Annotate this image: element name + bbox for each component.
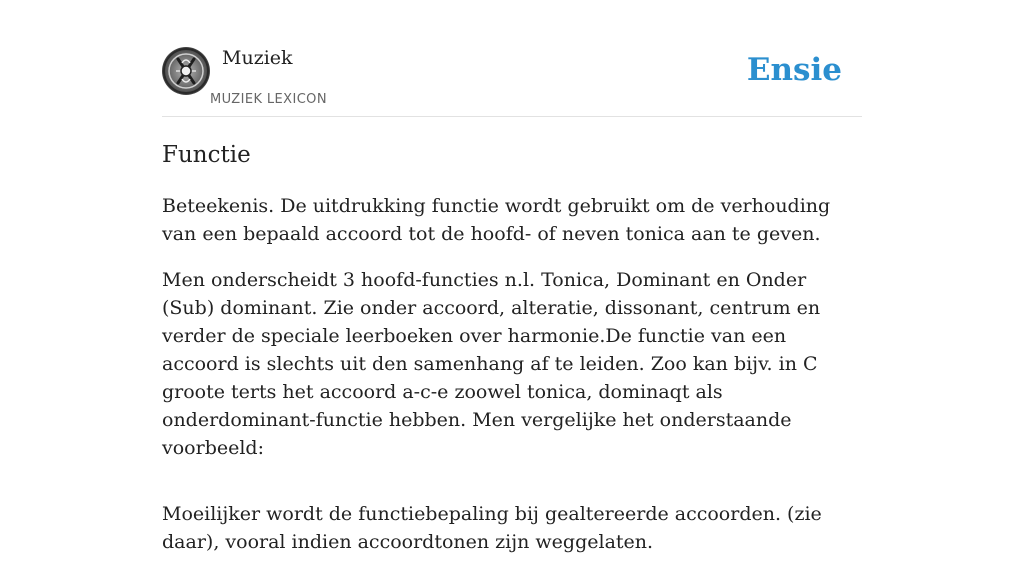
article-paragraph: Moeilijker wordt de functiebepaling bij gealtereerde accoorden. (zie daar), vooral indien accoordtonen zijn weggelaten. (162, 503, 822, 553)
brand-logo[interactable]: Ensie (746, 52, 842, 88)
source-subtitle[interactable]: MUZIEK LEXICON (210, 92, 327, 107)
music-emblem-icon (162, 47, 210, 95)
article-title: Functie (162, 142, 251, 168)
article-paragraph: Men onderscheidt 3 hoofd-functies n.l. Tonica, Dominant en Onder (Sub) dominant. Zie onder accoord, alteratie, dissonant, centrum en verder de speciale leerboeken over harmonie.De functie van een accoord is slechts uit den samenhang af te leiden. Zoo kan bijv. in C groote terts het accoord a-c-e zoowel tonica, dominaqt als onderdominant-functie hebben. Men vergelijke het onderstaande voorbeeld: (162, 269, 821, 459)
source-name[interactable]: Muziek (222, 47, 293, 69)
article-paragraph: Beteekenis. De uitdrukking functie wordt gebruikt om de verhouding van een bepaald accoord tot de hoofd- of neven tonica aan te geven. (162, 195, 831, 245)
header (162, 0, 862, 117)
article-body (162, 192, 862, 574)
avatar[interactable] (162, 47, 210, 95)
